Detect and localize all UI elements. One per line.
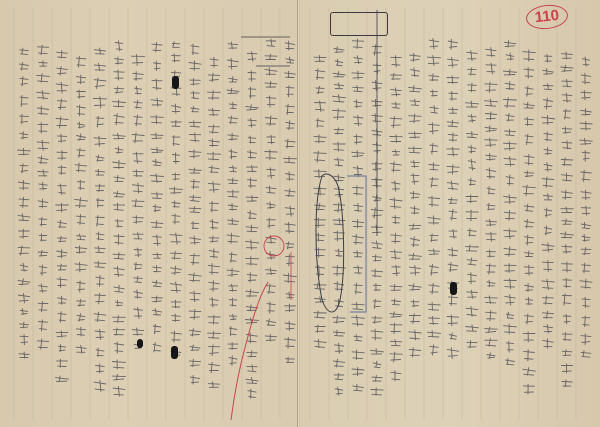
bracket-line xyxy=(347,176,366,312)
margin-note xyxy=(586,8,600,18)
bottom-left-note xyxy=(4,388,26,422)
page-number-stamp: 110 xyxy=(525,3,569,31)
bracket-loop xyxy=(316,174,344,312)
